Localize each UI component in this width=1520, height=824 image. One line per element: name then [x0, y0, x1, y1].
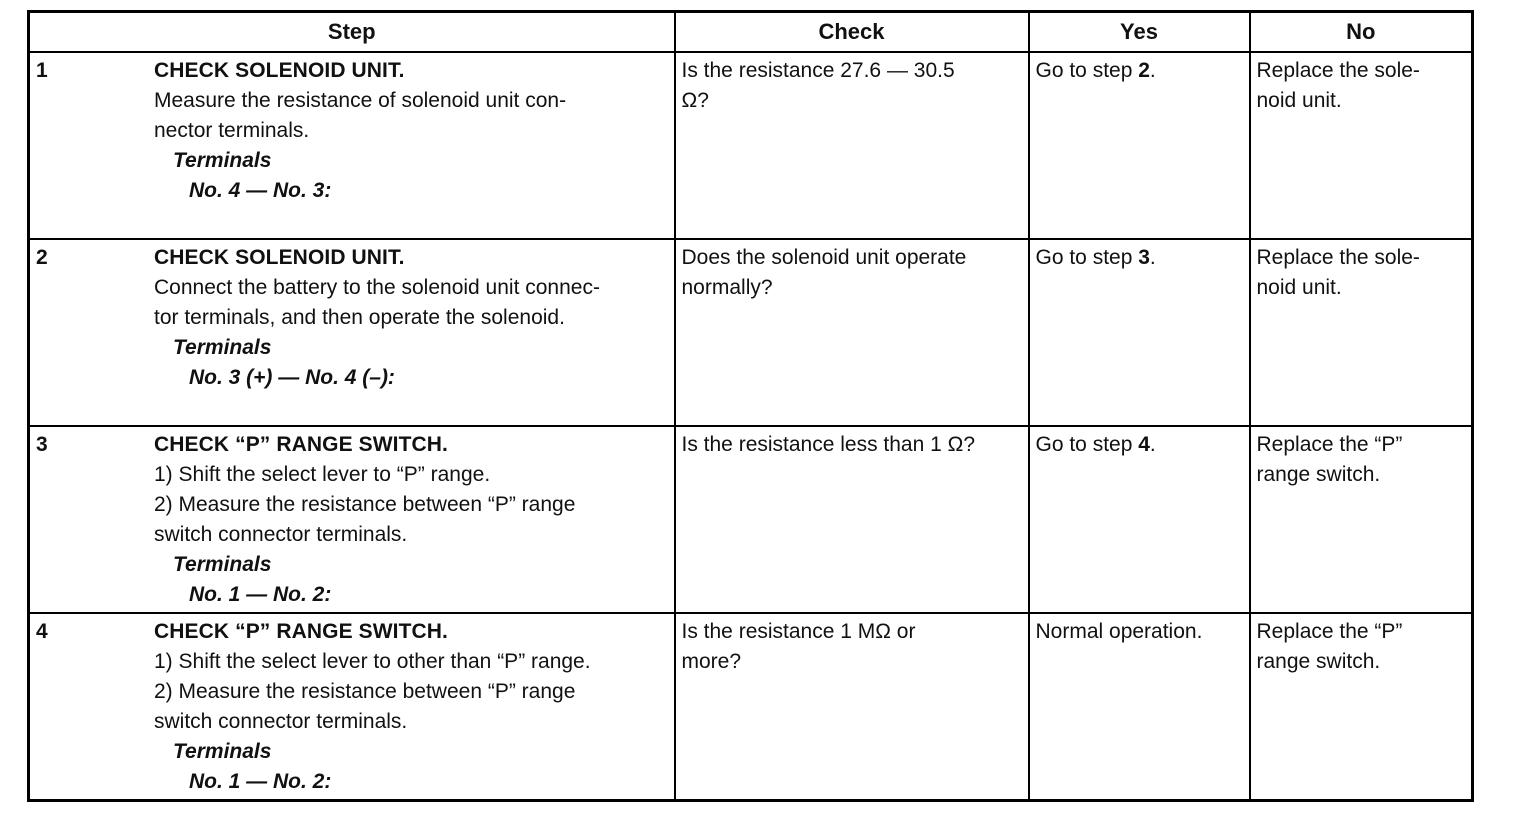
no-cell — [1250, 239, 1473, 426]
yes-step-ref: 3 — [1138, 246, 1150, 269]
check-cell — [675, 613, 1029, 800]
yes-cell — [1029, 239, 1250, 426]
step-number: 3 — [36, 433, 48, 456]
step-title: CHECK “P” RANGE SWITCH. — [154, 433, 448, 456]
table-row — [29, 52, 1473, 239]
step-body — [154, 614, 674, 797]
step-instruction: Measure the resistance of solenoid unit con- — [154, 89, 567, 112]
step-body — [154, 427, 674, 610]
no-cell — [1250, 613, 1473, 800]
yes-end: . — [1149, 246, 1156, 269]
terminals-value: No. 4 — No. 3: — [189, 179, 332, 202]
step-cell — [29, 239, 675, 426]
yes-cell — [1029, 613, 1250, 800]
step-title: CHECK SOLENOID UNIT. — [154, 59, 405, 82]
yes-text: Go to step — [1035, 246, 1139, 269]
step-body — [154, 240, 674, 393]
check-text: Does the solenoid unit operate — [681, 246, 967, 269]
step-instruction: 2) Measure the resistance between “P” range — [154, 680, 576, 703]
check-cell — [675, 52, 1029, 239]
step-instruction: 1) Shift the select lever to “P” range. — [154, 463, 491, 486]
table-header-row — [29, 12, 1473, 53]
check-text: Is the resistance 1 MΩ or — [681, 620, 916, 643]
yes-step-ref: 4 — [1138, 433, 1150, 456]
step-instruction: Connect the battery to the solenoid unit connec- — [154, 276, 600, 299]
step-instruction: 2) Measure the resistance between “P” range — [154, 493, 576, 516]
header-check: Check — [675, 12, 1029, 53]
terminals-value: No. 1 — No. 2: — [189, 770, 332, 793]
check-text: Ω? — [681, 89, 709, 112]
terminals-label: Terminals — [173, 553, 272, 576]
step-title: CHECK “P” RANGE SWITCH. — [154, 620, 448, 643]
yes-end: . — [1149, 433, 1156, 456]
yes-step-ref: 2 — [1138, 59, 1150, 82]
step-instruction: tor terminals, and then operate the solenoid. — [154, 306, 565, 329]
terminals-label: Terminals — [173, 336, 272, 359]
yes-text: Go to step — [1035, 59, 1139, 82]
header-yes: Yes — [1029, 12, 1250, 53]
step-title: CHECK SOLENOID UNIT. — [154, 246, 405, 269]
header-step: Step — [29, 12, 675, 53]
no-text: noid unit. — [1256, 89, 1342, 112]
step-number: 4 — [36, 620, 48, 643]
check-text: normally? — [681, 276, 773, 299]
yes-text: Normal operation. — [1035, 620, 1203, 643]
step-instruction: nector terminals. — [154, 119, 310, 142]
yes-text: Go to step — [1035, 433, 1139, 456]
step-cell — [29, 613, 675, 800]
no-text: range switch. — [1256, 650, 1381, 673]
table-row — [29, 239, 1473, 426]
check-cell — [675, 426, 1029, 613]
no-cell — [1250, 426, 1473, 613]
no-text: Replace the “P” — [1256, 620, 1403, 643]
step-body — [154, 53, 674, 206]
no-text: Replace the sole- — [1256, 246, 1420, 269]
step-instruction: switch connector terminals. — [154, 710, 408, 733]
yes-end: . — [1149, 59, 1156, 82]
step-instruction: 1) Shift the select lever to other than “P” range. — [154, 650, 591, 673]
diagnostic-table — [27, 10, 1474, 802]
yes-cell — [1029, 426, 1250, 613]
no-text: Replace the “P” — [1256, 433, 1403, 456]
check-text: Is the resistance less than 1 Ω? — [681, 433, 976, 456]
yes-cell — [1029, 52, 1250, 239]
header-no: No — [1250, 12, 1473, 53]
step-number: 1 — [36, 59, 48, 82]
step-cell — [29, 52, 675, 239]
terminals-value: No. 1 — No. 2: — [189, 583, 332, 606]
step-number: 2 — [36, 246, 48, 269]
check-text: more? — [681, 650, 742, 673]
no-text: Replace the sole- — [1256, 59, 1420, 82]
table-row — [29, 613, 1473, 800]
no-text: noid unit. — [1256, 276, 1342, 299]
step-instruction: switch connector terminals. — [154, 523, 408, 546]
terminals-label: Terminals — [173, 740, 272, 763]
table-row — [29, 426, 1473, 613]
terminals-value: No. 3 (+) — No. 4 (–): — [189, 366, 395, 389]
no-text: range switch. — [1256, 463, 1381, 486]
no-cell — [1250, 52, 1473, 239]
check-text: Is the resistance 27.6 — 30.5 — [681, 59, 955, 82]
step-cell — [29, 426, 675, 613]
check-cell — [675, 239, 1029, 426]
terminals-label: Terminals — [173, 149, 272, 172]
